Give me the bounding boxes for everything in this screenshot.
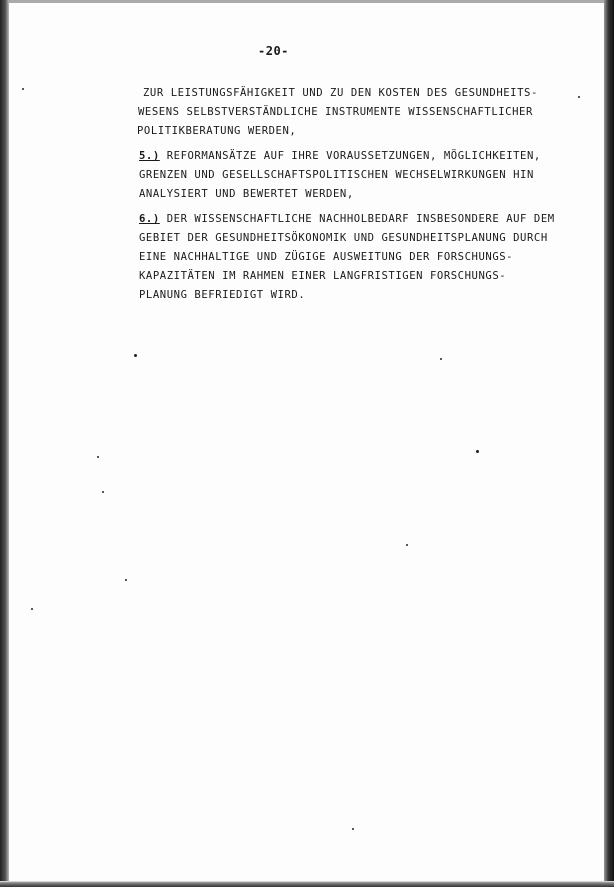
paragraph-1-line-3: POLITIKBERATUNG WERDEN, <box>137 125 297 137</box>
page-number: -20- <box>258 44 289 58</box>
scan-speck <box>440 358 442 360</box>
scan-speck <box>31 608 33 610</box>
scan-speck <box>134 354 137 357</box>
paragraph-6-line-5: PLANUNG BEFRIEDIGT WIRD. <box>139 289 306 301</box>
scan-speck <box>102 491 104 493</box>
scan-speck <box>476 450 479 453</box>
scan-edge-left <box>0 0 9 887</box>
scan-speck <box>97 456 99 458</box>
scan-speck <box>406 544 408 546</box>
paragraph-5-line-3: ANALYSIERT UND BEWERTET WERDEN, <box>139 188 354 200</box>
item-number-6: 6.) <box>139 213 160 225</box>
scan-speck <box>352 828 354 830</box>
scan-speck <box>578 96 580 98</box>
scan-speck <box>125 579 127 581</box>
paragraph-5-line-2: GRENZEN UND GESELLSCHAFTSPOLITISCHEN WECHSELWIRKUNGEN HIN <box>139 169 534 181</box>
paragraph-6-line-4: KAPAZITÄTEN IM RAHMEN EINER LANGFRISTIGEN FORSCHUNGS- <box>139 270 507 282</box>
paragraph-1-line-2: WESENS SELBSTVERSTÄNDLICHE INSTRUMENTE WISSENSCHAFTLICHER <box>138 106 533 118</box>
paragraph-6-line-2: GEBIET DER GESUNDHEITSÖKONOMIK UND GESUNDHEITSPLANUNG DURCH <box>139 232 548 244</box>
paragraph-5-line-1-text: REFORMANSÄTZE AUF IHRE VORAUSSETZUNGEN, MÖGLICHKEITEN, <box>159 150 541 162</box>
paragraph-1-line-1: ZUR LEISTUNGSFÄHIGKEIT UND ZU DEN KOSTEN DES GESUNDHEITS- <box>143 87 538 99</box>
scan-edge-bottom <box>0 881 614 887</box>
scan-edge-right <box>604 0 614 887</box>
scan-edge-top <box>0 0 614 3</box>
scan-speck <box>22 88 24 90</box>
item-number-5: 5.) <box>139 150 160 162</box>
paragraph-6-line-1 <box>139 214 555 225</box>
paragraph-6-line-3: EINE NACHHALTIGE UND ZÜGIGE AUSWEITUNG DER FORSCHUNGS- <box>139 251 514 263</box>
paragraph-5-line-1 <box>139 151 541 162</box>
paragraph-6-line-1-text: DER WISSENSCHAFTLICHE NACHHOLBEDARF INSBESONDERE AUF DEM <box>159 213 555 225</box>
